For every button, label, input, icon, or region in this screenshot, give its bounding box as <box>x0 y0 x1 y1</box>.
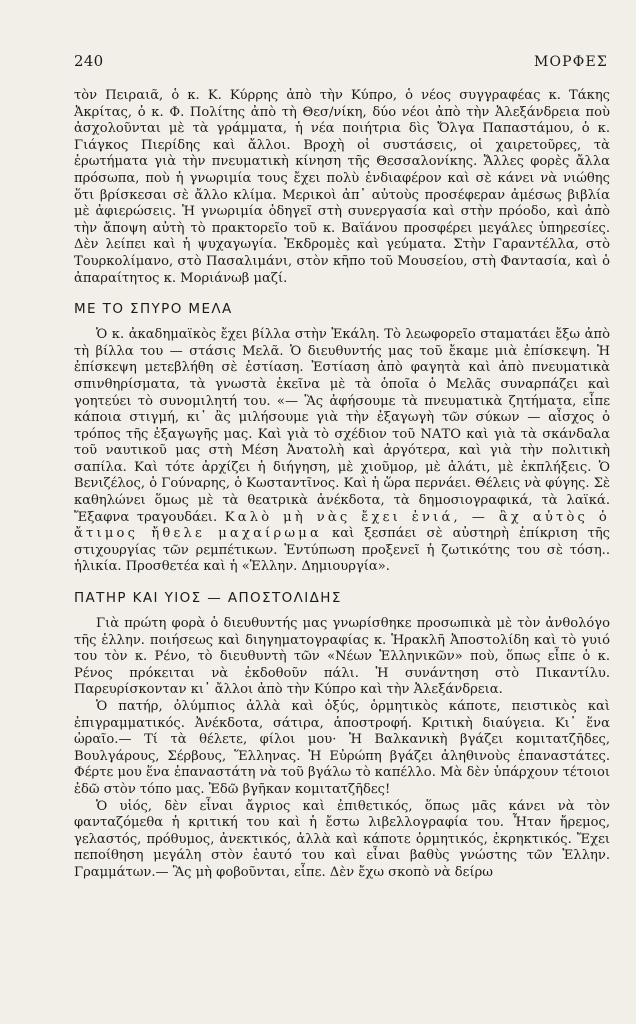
continued-text <box>74 88 610 287</box>
paragraph: τὸν Πειραιᾶ, ὁ κ. Κ. Κύρρης ἀπὸ τὴν Κύπρο, ὁ νέος συγγραφέας κ. Τάκης Ἀκρίτας, ὁ κ. Φ. Πολίτης ἀπὸ τὴ Θεσ/νίκη, δύο νέοι ἀπὸ τὴν Ἀλεξάνδρεια ποὺ ἀσχολοῦνται μὲ τὰ γράμματα, ἡ νέα ποιήτρια δὶς Ὄλγα Παπαστάμου, ὁ κ. Γιάγκος Πιερίδης καὶ ἄλλοι. Βροχὴ οἱ συστάσεις, οἱ χαιρετοῦρες, τὰ ἐρωτήματα γιὰ τὴν πνευματικὴ κίνηση τῆς Θεσσαλονίκης. Ἄλλες φορὲς ἄλλα πρόσωπα, ποὺ ἡ γνωριμία τους ἔχει πολὺ ἐνδιαφέρον καὶ σὲ κάνει νὰ νιώθης ὅτι βρίσκεσαι σὲ ἄλλο κλίμα. Μερικοὶ ἀπ᾿ αὐτοὺς προσέφεραν ἀμέσως βιβλία μὲ ἀφιερώσεις. Ἡ γνωριμία ὁδηγεῖ στὴ συνεργασία καὶ στὴν πρόοδο, καὶ ἀπὸ τὴν ἄποψη αὐτὴ τὸ πρακτορεῖο τοῦ κ. Βαϊάνου προσφέρει μεγάλες ὑπηρεσίες. Δὲν λείπει καὶ ἡ ψυχαγωγία. Ἐκδρομὲς καὶ γεύματα. Στὴν Γαραντέλλα, στὸ Τουρκολίμανο, στὸ Πασαλιμάνι, στὸν κῆπο τοῦ Μουσείου, στὴ Φαντασία, καὶ ὁ ἀπαραίτητος κ. Μοριάνωβ μαζί. <box>74 88 610 286</box>
running-head: ΜΟΡΦΕΣ <box>533 54 608 70</box>
paragraph: Ὁ υἱός, δὲν εἶναι ἄγριος καὶ ἐπιθετικός, ὅπως μᾶς κάνει νὰ τὸν φανταζόμεθα ἡ κριτική του καὶ ἡ ἔστω λιβελλογραφία του. Ἦταν ἤρεμος, γελαστός, πρόθυμος, ἀνεκτικός, ἀλλὰ καὶ κάποτε ὁρμητικός, ἐκρηκτικός. Ἔχει πεποίθηση μεγάλη στὸν ἑαυτό του καὶ εἶναι βαθὺς γνώστης τῶν Ἑλλην. Γραμμάτων.— Ἂς μὴ φοβοῦνται, εἶπε. Δὲν ἔχω σκοπὸ νὰ δείρω <box>74 798 610 880</box>
paragraph: Ὁ πατήρ, ὀλύμπιος ἀλλὰ καὶ ὀξύς, ὁρμητικὸς κάποτε, πειστικὸς καὶ ἐπιγραμματικός. Ἀνέκδοτα, σάτιρα, ἀποστροφή. Κριτικὴ διαύγεια. Κι᾿ ἕνα ὡραῖο.— Τί τὰ θέλετε, φίλοι μου· Ἡ Βαλκανικὴ βγάζει κομιτατζῆδες, Βουλγάρους, Σέρβους, Ἕλληνας. Ἡ Εὐρώπη βγάζει ἀληθινοὺς ἐπαναστάτες. Φέρτε μου ἕνα ἐπαναστάτη νὰ τοῦ βγάλω τὸ καπέλλο. Μὰ δὲν ὑπάρχουν τέτοιοι ἐδῶ στὸν τόπο μας. Ἐδῶ βγῆκαν κομιτατζῆδες! <box>74 699 610 797</box>
page-number: 240 <box>74 52 104 70</box>
spaced-song-text: Καλὸ μὴ νὰς ἔχει ἐνιά, — ἂχ αὐτὸς ὁ ἄτιμος ἤθελε μαχαίρωμα <box>74 509 610 542</box>
section-mela <box>74 327 610 576</box>
paragraph <box>74 327 610 576</box>
section-title-apostolidis: ΠΑΤΗΡ ΚΑΙ ΥΙΟΣ — ΑΠΟΣΤΟΛΙΔΗΣ <box>74 590 342 607</box>
paragraph: Γιὰ πρώτη φορὰ ὁ διευθυντής μας γνωρίσθηκε προσωπικὰ μὲ τὸν ἀνθολόγο τῆς ἑλλην. ποιήσεως καὶ διηγηματογραφίας κ. Ἡρακλῆ Ἀποστολίδη καὶ τὸ γυιό του τὸν κ. Ρένο, τὸ διευθυντὴ τῶν «Νέων Ἑλληνικῶν» ποὺ, ὅπως εἶπε ὁ κ. Ρένος πρόκειται νὰ ἐκδοθοῦν πάλι. Ἡ συνάντηση στὸ Πικαντίλυ. Παρευρίσκονταν κι᾿ ἄλλοι ἀπὸ τὴν Κύπρο καὶ τὴν Ἀλεξάνδρεια. <box>74 616 610 698</box>
paragraph-text: Ὁ κ. ἀκαδημαϊκὸς ἔχει βίλλα στὴν Ἑκάλη. Τὸ λεωφορεῖο σταματάει ἔξω ἀπὸ τὴ βίλλα του — στάσις Μελᾶ. Ὁ διευθυντής μας τοῦ ἔκαμε μιὰ ἐπίσκεψη. Ἡ ἐπίσκεψη μετεβλήθη σὲ ἑστίαση. Ἑστίαση ἀπὸ φαγητὰ καὶ ἀπὸ πνευματικὰ σπινθηρίσματα, τὰ γνωστὰ ἐκεῖνα μὲ τὰ ὁποῖα ὁ Μελᾶς συναρπάζει καὶ γοητεύει τὸ συνομιλητή του. «— Ἂς ἀφήσουμε τὰ πνευματικὰ ζητήματα, εἶπε κάποια στιγμή, κι᾿ ἂς μιλήσουμε γιὰ τὴν ἐξαγωγὴ τῶν σύκων — αἶσχος ὁ τρόπος τῆς ἐξαγωγῆς μας. Καὶ γιὰ τὸ σχέδιον τοῦ ΝΑΤΟ καὶ γιὰ τὰ σκάνδαλα τοῦ ναυτικοῦ μας στὴ Μέση Ἀνατολὴ καὶ ἀργότερα, καὶ γιὰ τὴν πολιτικὴ σαπίλα. Καὶ τότε ἀρχίζει ἡ διήγηση, μὲ χιοῦμορ, μὲ ἀλάτι, μὲ ἐκπλήξεις. Ὁ Βενιζέλος, ὁ Γούναρης, ὁ Κωσταντῖνος. Καὶ ἡ ὥρα περνάει. Θέλεις νὰ φύγης. Σὲ καθηλώνει ὅμως μὲ τὰ θεατρικὰ ἀνέκδοτα, τὰ δημοσιογραφικά, τὰ λαϊκά. Ἔξαφνα τραγουδάει. <box>74 327 610 525</box>
page-header <box>74 52 610 88</box>
paragraph-text: καὶ ξεσπάει σὲ αὐστηρὴ ἐπίκριση τῆς στιχουργίας τῶν ρεμπέτικων. Ἐντύπωση προξενεῖ ἡ ζωτικότης του σὲ τόση.. ἡλικία. Προσθετέα καὶ ἡ «Ἑλλην. Δημιουργία». <box>74 526 610 575</box>
section-apostolidis <box>74 616 610 882</box>
section-title-mela: ΜΕ ΤΟ ΣΠΥΡΟ ΜΕΛΑ <box>74 301 233 318</box>
